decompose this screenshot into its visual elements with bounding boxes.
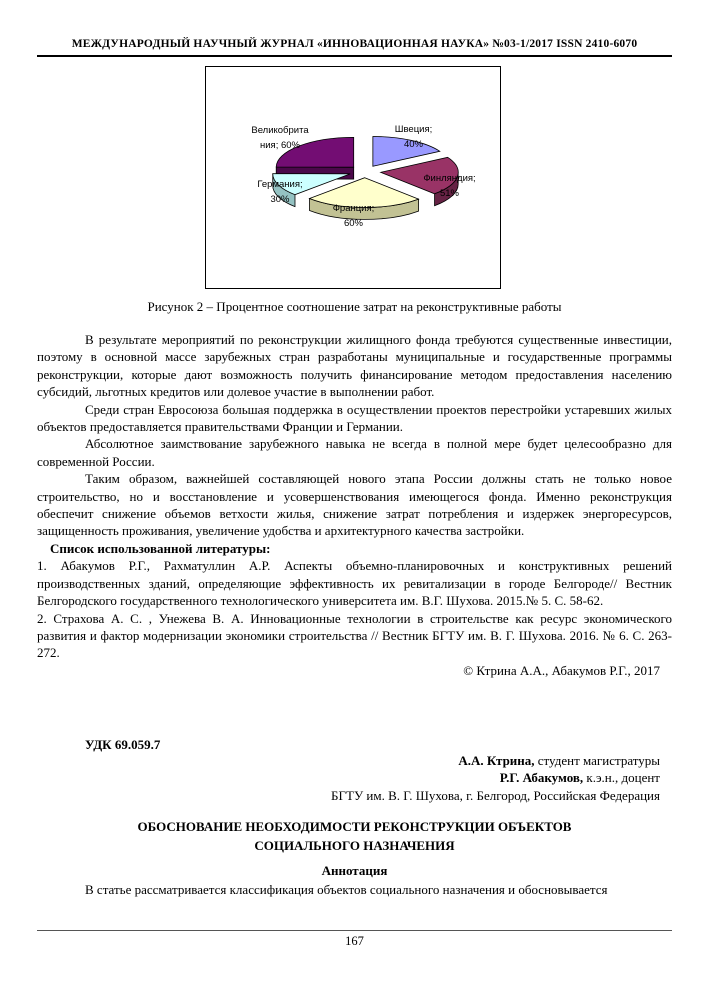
- pie-label-finland-line2: 51%: [439, 188, 459, 199]
- paragraph: Абсолютное заимствование зарубежного навыка не всегда в полной мере будет целесообразно для современной России.: [37, 436, 672, 469]
- author-line: [37, 752, 660, 769]
- annotation-text: В статье рассматривается классификация объектов социального назначения и обосновывается: [85, 882, 608, 897]
- pie-label-uk-line2: ния; 60%: [260, 140, 300, 151]
- figure-frame: [205, 66, 501, 289]
- references-heading: Список использованной литературы:: [50, 540, 271, 556]
- pie-label-france: [306, 201, 401, 231]
- article-title: [37, 818, 672, 855]
- page-number: 167: [345, 934, 364, 948]
- pie-label-germany-line1: Германия;: [257, 179, 303, 190]
- pie-label-uk: [224, 123, 336, 153]
- paragraph: Среди стран Евросоюза большая поддержка в осуществлении проектов перестройки устаревших жилых объектов предоставляется правительствами Франции и Германии.: [37, 401, 672, 435]
- pie-label-france-line1: Франция;: [332, 203, 375, 214]
- copyright-line: © Ктрина А.А., Абакумов Р.Г., 2017: [463, 662, 660, 678]
- header-rule: [37, 55, 672, 57]
- footer-rule: [37, 930, 672, 931]
- article-body: [37, 331, 672, 679]
- author-name: Р.Г. Абакумов,: [499, 770, 584, 786]
- paragraph: В результате мероприятий по реконструкции жилищного фонда требуются существенные инвестиции, поэтому в основной массе зарубежных стран разработаны муниципальные и государственные программы реконструкции, которые дают возможность получить финансирование методом предоставления населению субсидий, льготных кредитов или долевое участие в выполнении работ.: [37, 332, 672, 400]
- pie-label-germany-line2: 30%: [270, 194, 290, 205]
- pie-label-uk-line1: Великобрита: [251, 125, 309, 136]
- journal-header: МЕЖДУНАРОДНЫЙ НАУЧНЫЙ ЖУРНАЛ «ИННОВАЦИОННАЯ НАУКА» №03-1/2017 ISSN 2410-6070: [71, 38, 638, 50]
- author-line: [37, 769, 660, 786]
- author-role: к.э.н., доцент: [583, 770, 660, 786]
- reference-item: 1. Абакумов Р.Г., Рахматуллин А.Р. Аспекты объемно-планировочных и конструктивных решений производственных зданий, определяющие эффективность их ревитализации в городе Белгороде// Вестник Белгородского государственного технологического университета им. В.Г. Шухова. 2015.№ 5. С. 58-62.: [37, 558, 672, 609]
- pie-label-sweden: [366, 122, 461, 152]
- paragraph: Таким образом, важнейшей составляющей нового этапа России должны стать не только новое строительство, но и восстановление и усовершенствования имеющегося фонда. Именно реконструкция обеспечит снижение объемов ветхости жилья, снижение затрат потребления и издержек энергоресурсов, защищенность проживания, увеличение удобства и архитектурного качества застройки.: [37, 471, 672, 539]
- reference-item: 2. Страхова А. С. , Унежева В. А. Инновационные технологии в строительстве как ресурс экономического развития и фактор модернизации экономики строительства // Вестник БГТУ им. В. Г. Шухова. 2016. № 6. С. 263-272.: [37, 610, 672, 661]
- author-name: А.А. Ктрина,: [458, 753, 535, 768]
- article-title-line2: СОЦИАЛЬНОГО НАЗНАЧЕНИЯ: [254, 837, 455, 853]
- figure-caption: Рисунок 2 – Процентное соотношение затрат на реконструктивные работы: [147, 299, 562, 314]
- affiliation: БГТУ им. В. Г. Шухова, г. Белгород, Российская Федерация: [331, 787, 660, 803]
- pie-label-finland: [402, 171, 497, 201]
- authors-block: [37, 752, 660, 804]
- article-title-line1: ОБОСНОВАНИЕ НЕОБХОДИМОСТИ РЕКОНСТРУКЦИИ ОБЪЕКТОВ: [137, 819, 572, 834]
- author-role: студент магистратуры: [534, 753, 660, 768]
- udk-number: УДК 69.059.7: [85, 737, 161, 752]
- pie-label-finland-line1: Финляндия;: [423, 173, 476, 184]
- pie-label-sweden-line2: 40%: [403, 139, 423, 150]
- pie-label-sweden-line1: Швеция;: [394, 124, 433, 135]
- annotation-heading: Аннотация: [321, 863, 388, 878]
- pie-label-france-line2: 60%: [343, 218, 363, 229]
